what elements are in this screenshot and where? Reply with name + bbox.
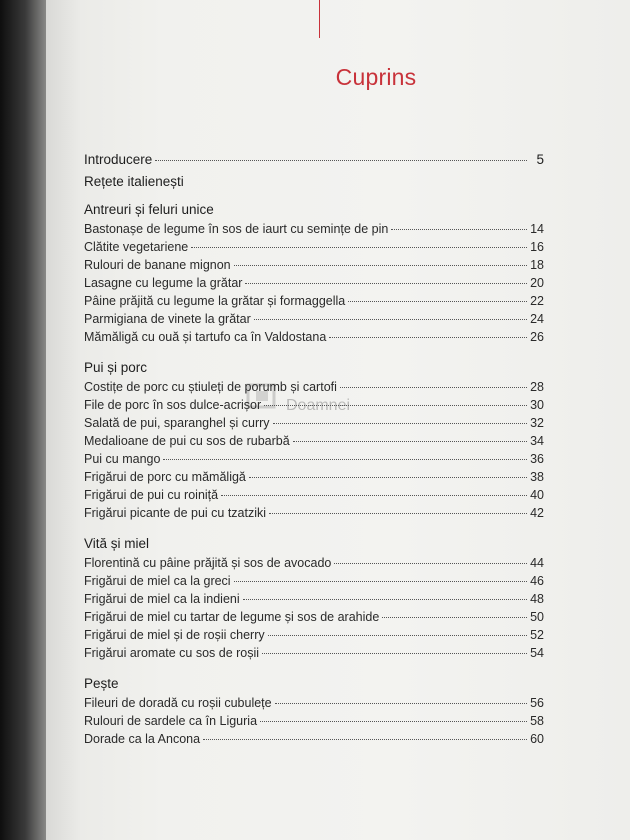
toc-entry-label: Bastonașe de legume în sos de iaurt cu semințe de pin: [84, 222, 389, 236]
toc-entry: [84, 378, 544, 396]
toc-entry-label: File de porc în sos dulce-acrișor: [84, 398, 262, 412]
leader-dots: [234, 265, 527, 266]
toc-entry-label: Pâine prăjită cu legume la grătar și formaggella: [84, 294, 346, 308]
leader-dots: [391, 229, 527, 230]
toc-entry-page: 18: [530, 258, 544, 272]
toc-entry-label: Frigărui de porc cu mămăligă: [84, 470, 246, 484]
leader-dots: [249, 477, 527, 478]
toc-entry-page: 26: [530, 330, 544, 344]
page-title: Cuprins: [335, 64, 417, 90]
toc-entry-page: 20: [530, 276, 544, 290]
toc-entry: [84, 450, 544, 468]
toc-entry-label: Parmigiana de vinete la grătar: [84, 312, 251, 326]
leader-dots: [348, 301, 527, 302]
leader-dots: [254, 319, 527, 320]
toc-entry-label: Salată de pui, sparanghel și curry: [84, 416, 270, 430]
toc-entry: [84, 590, 544, 608]
toc-entry: [84, 730, 544, 748]
toc-entry-page: 50: [530, 610, 544, 624]
toc-entry: [84, 220, 544, 238]
table-of-contents: [84, 150, 544, 748]
leader-dots: [221, 495, 527, 496]
toc-entry-page: 34: [530, 434, 544, 448]
section-heading: Pește: [84, 676, 119, 691]
toc-entry-label: Frigărui de miel ca la indieni: [84, 592, 240, 606]
toc-entry: [84, 486, 544, 504]
toc-entry-label: Introducere: [84, 152, 153, 167]
toc-entry: [84, 274, 544, 292]
toc-entry-page: 42: [530, 506, 544, 520]
book-page: [46, 0, 630, 840]
leader-dots: [268, 635, 527, 636]
toc-entry-page: 60: [530, 732, 544, 746]
leader-dots: [334, 563, 527, 564]
toc-entry-label: Dorade ca la Ancona: [84, 732, 201, 746]
leader-dots: [234, 581, 527, 582]
toc-entry-label: Frigărui picante de pui cu tzatziki: [84, 506, 267, 520]
leader-dots: [155, 160, 527, 161]
toc-entry-page: 38: [530, 470, 544, 484]
toc-entry: [84, 310, 544, 328]
toc-entry-page: 40: [530, 488, 544, 502]
leader-dots: [275, 703, 527, 704]
leader-dots: [262, 653, 527, 654]
toc-entry-intro: [84, 150, 544, 170]
toc-entry-page: 52: [530, 628, 544, 642]
toc-entry-label: Mămăligă cu ouă și tartufo ca în Valdostana: [84, 330, 327, 344]
leader-dots: [163, 459, 527, 460]
toc-entry-page: 56: [530, 696, 544, 710]
toc-entry-page: 24: [530, 312, 544, 326]
toc-entry-label: Fileuri de doradă cu roșii cubulețe: [84, 696, 272, 710]
toc-entry-page: 22: [530, 294, 544, 308]
toc-entry: [84, 256, 544, 274]
toc-entry-page: 36: [530, 452, 544, 466]
toc-entry-label: Rulouri de banane mignon: [84, 258, 231, 272]
toc-entry-label: Frigărui de miel și de roșii cherry: [84, 628, 265, 642]
toc-entry: [84, 328, 544, 346]
watermark-text: Doamnei: [286, 397, 351, 414]
toc-entry: [84, 292, 544, 310]
toc-entry-label: Costițe de porc cu știuleți de porumb și cartofi: [84, 380, 337, 394]
section-heading: Antreuri și feluri unice: [84, 202, 214, 217]
toc-entry-page: 28: [530, 380, 544, 394]
toc-entry: [84, 238, 544, 256]
toc-entry-label: Frigărui de miel ca la greci: [84, 574, 231, 588]
leader-dots: [191, 247, 527, 248]
leader-dots: [203, 739, 527, 740]
toc-entry: [84, 504, 544, 522]
toc-entry-page: 58: [530, 714, 544, 728]
top-red-rule: [319, 0, 320, 38]
toc-entry: [84, 626, 544, 644]
toc-entry-label: Frigărui aromate cu sos de roșii: [84, 646, 260, 660]
toc-entry: [84, 712, 544, 730]
toc-entry-label: Florentină cu pâine prăjită și sos de avocado: [84, 556, 332, 570]
leader-dots: [382, 617, 527, 618]
toc-entry-label: Lasagne cu legume la grătar: [84, 276, 243, 290]
toc-entry: [84, 644, 544, 662]
toc-entry: [84, 414, 544, 432]
toc-entry: [84, 572, 544, 590]
toc-entry-page: 44: [530, 556, 544, 570]
toc-entry-page: 32: [530, 416, 544, 430]
toc-entry-page: 46: [530, 574, 544, 588]
toc-entry-page: 16: [530, 240, 544, 254]
toc-entry: [84, 432, 544, 450]
toc-entry: [84, 468, 544, 486]
toc-entry: [84, 694, 544, 712]
leader-dots: [273, 423, 527, 424]
toc-entry-label: Pui cu mango: [84, 452, 161, 466]
leader-dots: [260, 721, 527, 722]
toc-entry-label: Frigărui de pui cu roiniță: [84, 488, 219, 502]
toc-entry-label: Rulouri de sardele ca în Liguria: [84, 714, 258, 728]
leader-dots: [269, 513, 527, 514]
section-heading: Pui și porc: [84, 360, 148, 375]
toc-entry: [84, 608, 544, 626]
leader-dots: [293, 441, 527, 442]
toc-entry: [84, 554, 544, 572]
part-heading: Rețete italienești: [84, 174, 184, 189]
toc-entry-page: 14: [530, 222, 544, 236]
leader-dots: [264, 405, 527, 406]
toc-entry-page: 5: [536, 152, 544, 167]
toc-entry: [84, 396, 544, 414]
section-heading: Vită și miel: [84, 536, 150, 551]
leader-dots: [243, 599, 527, 600]
toc-entry-page: 30: [530, 398, 544, 412]
leader-dots: [245, 283, 527, 284]
toc-entry-label: Frigărui de miel cu tartar de legume și sos de arahide: [84, 610, 380, 624]
leader-dots: [329, 337, 527, 338]
toc-entry-page: 48: [530, 592, 544, 606]
toc-entry-label: Medalioane de pui cu sos de rubarbă: [84, 434, 290, 448]
toc-entry-page: 54: [530, 646, 544, 660]
toc-entry-label: Clătite vegetariene: [84, 240, 189, 254]
book-gutter: [0, 0, 46, 840]
leader-dots: [340, 387, 527, 388]
